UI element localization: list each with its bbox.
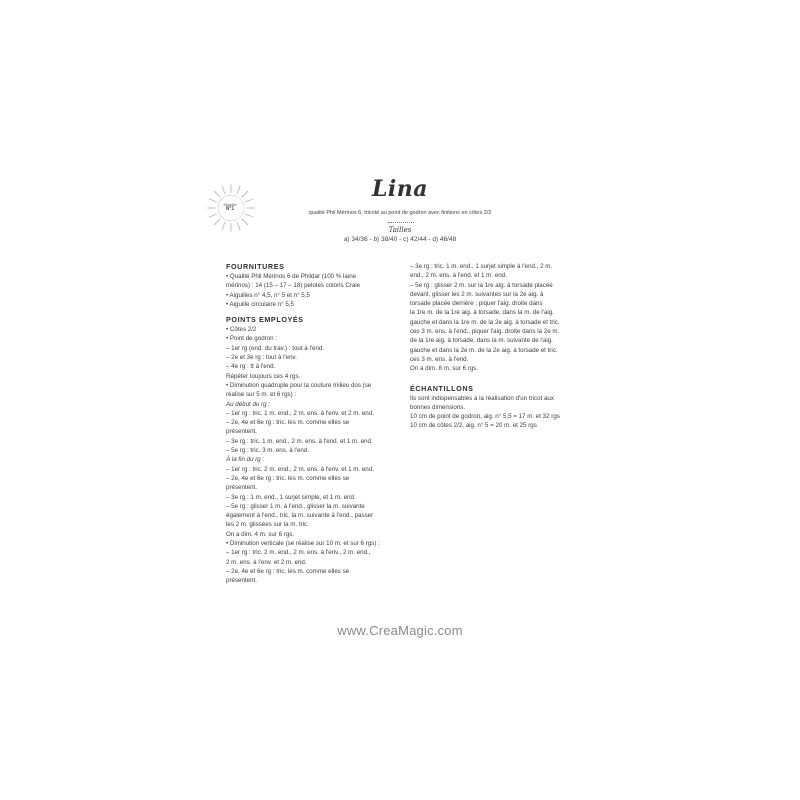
list-item: – 2e, 4e et 6e rg : tric. les m. comme elles se [226,474,350,482]
list-item: ces 3 m. ens. à l'end. [410,355,469,363]
list-item: – 1er rg (end. du trav.) : tout à l'end. [226,344,325,352]
list-item: 10 cm de côtes 2/2, aig. n° 5 = 20 m. et 25 rgs [410,422,537,430]
list-item: • Qualité Phil Mérinos 6 de Phildar (100 % laine [226,273,357,280]
fournitures-heading: FOURNITURES [226,262,285,271]
echantillons-heading: ÉCHANTILLONS [410,383,474,393]
badge-number: N°1 [225,206,235,212]
right-column [410,262,585,431]
list-item: Ils sont indispensables à la réalisation d'un tricot aux [410,394,554,402]
list-item: – 3e rg : tric. 1 m. end., 1 surjet simple à l'end., 2 m. [410,263,553,270]
badge-label: Modèle [223,202,237,207]
list-item: Répéter toujours ces 4 rgs. [226,372,301,380]
list-item: – 2e, 4e et 6e rg : tric. les m. comme elles se [226,567,350,575]
watermark: www.CreaMagic.com [337,623,463,638]
list-item: • Côtes 2/2 [226,326,257,334]
list-item: bonnes dimensions. [410,403,466,411]
echantillons-list [410,394,585,431]
list-item: 10 cm de point de godron, aig. n° 5,5 = 17 m. et 32 rgs [410,413,560,421]
list-item: • Aiguilles n° 4,5, n° 5 et n° 5,5 [226,291,310,299]
list-item: présentent. [226,484,257,492]
continued-list [410,262,585,374]
list-item: devant, glisser les 2 m. suivantes sur la 2e aig. à [410,290,544,298]
list-item: – 1er rg : tric. 2 m. end., 2 m. ens. à l'env., 2 m. end., [226,549,371,557]
list-item: – 5e rg : glisser 1 m. à l'end., glisser la m. suivante [226,502,365,510]
list-item: gauche et dans la 2e m. de la 2e aig. à torsade et tric. [410,346,558,354]
list-item: • Point de godron : [226,335,278,343]
list-item: de la 1re aig. à torsade, dans la m. suivante de l'aig. [410,337,553,345]
list-item: – 3e rg : 1 m. end., 1 surjet simple, et 1 m. end. [226,493,356,501]
list-item: – 5e rg : tric. 3 m. ens. à l'end. [226,447,310,455]
list-item: • Aiguille circulaire n° 5,5 [226,300,294,308]
list-item: torsade placée derrière ; piquer l'aig. droite dans [410,300,543,308]
left-column [226,262,406,586]
list-item: On a dim. 8 m. sur 6 rgs. [410,365,479,373]
list-item: end., 2 m. ens. à l'end. et 1 m. end. [410,272,507,280]
list-item: réalise sur 5 m. et 6 rgs) : [226,391,297,399]
list-item: également à l'end., tric. la m. suivante à l'end., passer [226,512,374,520]
list-item: les 2 m. glissées sur la m. tric. [226,521,309,529]
points-list [226,325,406,585]
list-item: – 1er rg : tric. 1 m. end., 2 m. ens. à l'env. et 2 m. end. [226,409,374,417]
list-item: À la fin du rg : [226,456,265,464]
list-item: – 1er rg : tric. 2 m. end., 2 m. ens. à l'env. et 1 m. end. [226,465,374,473]
sizes-title: Tailles [388,226,412,234]
list-item: On a dim. 4 m. sur 6 rgs. [226,530,295,538]
list-item: ces 3 m. ens. à l'end., piquer l'aig. droite dans la 2e m. [410,328,560,336]
dotted-divider [388,222,414,223]
list-item: – 5e rg : glisser 2 m. sur la 1re aig. à torsade placée [410,281,553,289]
pattern-title: Lina [371,176,429,202]
list-item: – 3e rg : tric. 1 m. end., 2 m. ens. à l'end. et 1 m. end. [226,437,373,445]
list-item: – 2e, 4e et 6e rg : tric. les m. comme elles se [226,419,350,427]
points-heading: POINTS EMPLOYÉS [226,315,304,325]
sizes-list: a) 34/36 - b) 38/40 - c) 42/44 - d) 46/48 [343,236,457,243]
list-item: • Diminution quadruple pour la couture milieu dos (se [226,381,372,389]
list-item: Au début du rg : [226,400,271,408]
fournitures-list [226,272,406,309]
list-item: • Diminution verticale (se réalise sur 10 m. et sur 6 rgs) : [226,540,380,548]
list-item: la 1re m. de la 1re aig. à torsade, dans la m. de l'aig. [410,309,554,317]
list-item: 2 m. ens. à l'env. et 2 m. end. [226,558,307,566]
list-item: mérinos) : 14 (15 – 17 – 18) pelotes coloris Craie [226,282,361,290]
pattern-subtitle: qualité Phil Mérinos 6, tricoté au point de godron avec finitions en côtes 2/2 [308,210,492,216]
list-item: – 2e et 3e rg : tout à l'env. [226,354,297,362]
list-item: – 4e rg : tt à l'end. [226,363,276,371]
list-item: présentent. [226,577,257,585]
list-item: présentent. [226,428,257,436]
list-item: gauche et dans la 1re m. de la 2e aig. à torsade et tric. [410,318,560,326]
